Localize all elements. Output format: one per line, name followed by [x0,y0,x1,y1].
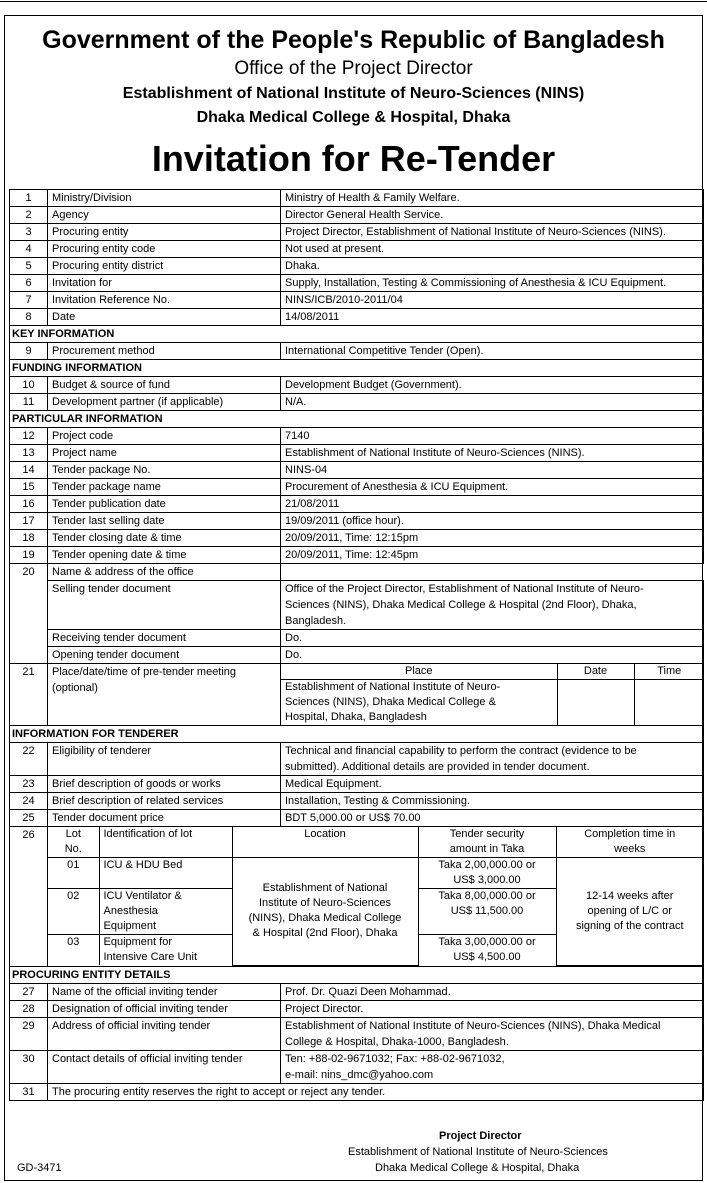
table-row: 2 Agency Director General Health Service. [10,207,704,224]
table-row: 23 Brief description of goods or works Medical Equipment. [10,776,704,793]
table-row: 21 Place/date/time of pre-tender meeting (optional) Place Date Time Establishment of National Institute of Neuro- Sciences (NINS), Dhaka Medical College & Hospital, Dhaka, Bangladesh [10,664,704,726]
tender-details-table [9,189,704,1101]
table-row: 12 Project code 7140 [10,428,704,445]
table-row: 16 Tender publication date 21/08/2011 [10,496,704,513]
table-row: 17 Tender last selling date 19/09/2011 (office hour). [10,513,704,530]
table-row: 18 Tender closing date & time 20/09/2011, Time: 12:15pm [10,530,704,547]
notice-title: Invitation for Re-Tender [151,138,556,179]
table-row: 28 Designation of official inviting tender Project Director. [10,1000,704,1017]
signatory-line: Establishment of National Institute of Neuro-Sciences [348,1146,608,1158]
table-row: 19 Tender opening date & time 20/09/2011, Time: 12:45pm [10,547,704,564]
table-row: 11 Development partner (if applicable) N/A. [10,394,704,411]
table-row: 9 Procurement method International Competitive Tender (Open). [10,343,704,360]
project-heading: Establishment of National Institute of Neuro-Sciences (NINS) [122,85,585,102]
table-row: 7 Invitation Reference No. NINS/ICB/2010-2011/04 [10,292,704,309]
table-row: Receiving tender document Do. [10,630,704,647]
government-heading: Government of the People's Republic of Bangladesh [42,26,665,54]
table-row: 10 Budget & source of fund Development Budget (Government). [10,377,704,394]
table-row: 15 Tender package name Procurement of Anesthesia & ICU Equipment. [10,479,704,496]
signatory-title: Project Director [439,1130,522,1142]
office-heading: Office of the Project Director [234,58,473,79]
table-row: 24 Brief description of related services Installation, Testing & Commissioning. [10,793,704,810]
table-row: 6 Invitation for Supply, Installation, Testing & Commissioning of Anesthesia & ICU Equipment. [10,275,704,292]
table-row: 31 The procuring entity reserves the right to accept or reject any tender. [10,1083,704,1100]
section-header: FUNDING INFORMATION [10,360,704,377]
signatory-line: Dhaka Medical College & Hospital, Dhaka [375,1162,580,1174]
footer [9,1127,703,1181]
section-header: INFORMATION FOR TENDERER [10,726,704,743]
section-header: KEY INFORMATION [10,326,704,343]
table-row: 29 Address of official inviting tender Establishment of National Institute of Neuro-Sciences (NINS), Dhaka Medical College & Hospital, Dhaka-1000, Bangladesh. [10,1017,704,1050]
table-row: 14 Tender package No. NINS-04 [10,462,704,479]
table-row: 25 Tender document price BDT 5,000.00 or US$ 70.00 [10,810,704,827]
pre-tender-meeting-table: Place Date Time Establishment of National Institute of Neuro- Sciences (NINS), Dhaka Medical College & Hospital, Dhaka, Bangladesh [281,664,704,725]
lot-table: Lot No. Identification of lot Location Tender security amount in Taka Completion time in weeks 01 ICU & HDU Bed Establishment of National Institute of Neuro-Sciences (NINS), Dhaka Medical College & Hospital (2nd Floor), Dhaka Taka 2,00,000.00 or US$ 3,000.00 12-14 weeks after opening of L/C or signing of the contract 02 ICU Ventilator & Anesthesia Equipment Taka 8,00,000.00 or US$ 11,500.00 03 Equipment for Intensive Care Unit Taka 3,00,000.00 or US$ 4,500.00 [48,827,703,966]
table-row: 1 Ministry/Division Ministry of Health & Family Welfare. [10,190,704,207]
table-row: 4 Procuring entity code Not used at present. [10,241,704,258]
ad-code: GD-3471 [17,1162,62,1174]
table-row: 3 Procuring entity Project Director, Establishment of National Institute of Neuro-Sciences (NINS). [10,224,704,241]
section-header: PARTICULAR INFORMATION [10,411,704,428]
table-row: Opening tender document Do. [10,647,704,664]
hospital-heading: Dhaka Medical College & Hospital, Dhaka [196,109,511,126]
table-row: 20 Name & address of the office [10,564,704,581]
section-header: PROCURING ENTITY DETAILS [10,966,704,983]
table-row: 5 Procuring entity district Dhaka. [10,258,704,275]
table-row: 13 Project name Establishment of National Institute of Neuro-Sciences (NINS). [10,445,704,462]
table-row: 22 Eligibility of tenderer Technical and financial capability to perform the contract (evidence to be submitted). Additional details are provided in tender document. [10,743,704,776]
table-row: Selling tender document Office of the Project Director, Establishment of National Institute of Neuro- Sciences (NINS), Dhaka Medical College & Hospital (2nd Floor), Dhaka, Bangladesh. [10,581,704,630]
top-rule [0,1,707,2]
table-row: 30 Contact details of official inviting tender Ten: +88-02-9671032; Fax: +88-02-9671032, e-mail: nins_dmc@yahoo.com [10,1050,704,1083]
table-row: 8 Date 14/08/2011 [10,309,704,326]
table-row: 27 Name of the official inviting tender Prof. Dr. Quazi Deen Mohammad. [10,983,704,1000]
table-row: 26 Lot No. Identification of lot Location Tender security amount in Taka Completion time in weeks 01 ICU & HDU Bed Establishment of National Institute of Neuro-Sciences (NINS), Dhaka Medical College & Hospital (2nd Floor), Dhaka Taka 2,00,000.00 or US$ 3,000.00 12-14 weeks after opening of L/C or signing of the contract 02 ICU Ventilator & Anesthesia Equipment Taka 8,00,000.00 or US$ 11,500.00 03 Equipment for Intensive Care Unit Taka 3,00,000.00 or US$ 4,500.00 [10,827,704,967]
